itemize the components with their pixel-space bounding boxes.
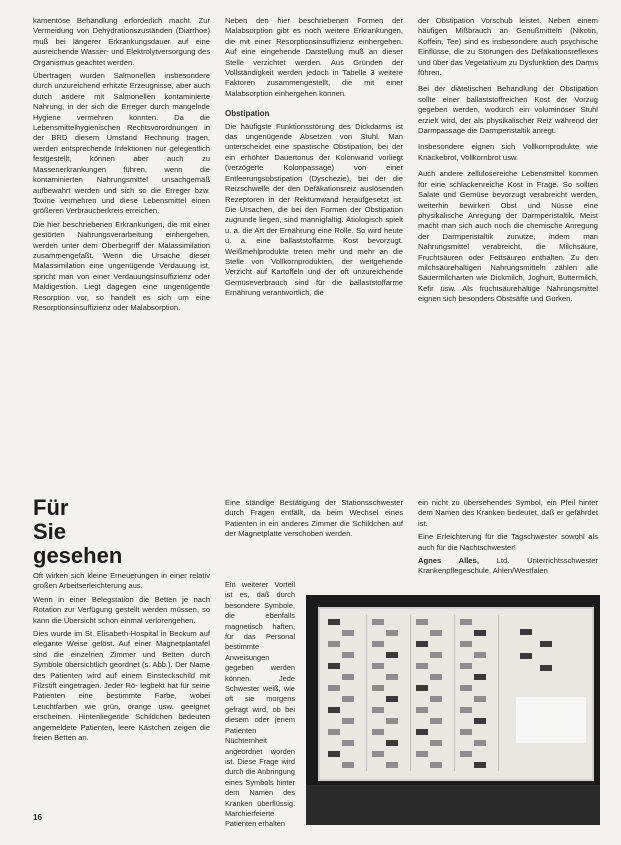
board-legend-tag [540,641,552,647]
board-tag [460,641,472,647]
board-tag [386,652,398,658]
board-tag [386,630,398,636]
board-tag [328,619,340,625]
body-paragraph: Die häufigste Funktionsstörung des Dickdarms ist das ungenügende Absetzen von Stuhl. Man unterscheidet eine spastische Obstipation, bei der ein erhöhter Dauertonus der Kolonwand vorliegt (verzögerte Kolonpassage) von einer Entleerungsobstipation (Dyschezie), bei der die Reizschwelle der den Defäkationsreiz auslösenden Rezeptoren in der Rektumwand heraufgesetzt ist. Die Ursachen, die bei den Formen der Obstipation zugrunde liegen, sind mannigfaltig. Ätiologisch spielt u. a. die Art der Ernährung eine Rolle. So wird heute u. a. eine ballaststoffarme Kost bevorzugt. Weißmehlprodukte treten mehr und mehr an die Stelle von Vollkornprodukten, der weitgehende Verzicht auf Kartoffeln und der oft unzureichende Gemüseverbrauch sind für die ballaststoffarme Ernährung verantwortlich, die [225,121,403,298]
board-tag [460,663,472,669]
board-tag [372,641,384,647]
lower-column-2-side [225,580,295,833]
board-tag [460,619,472,625]
board-tag [430,740,442,746]
board-tag [372,729,384,735]
board-tag [416,707,428,713]
board-tag [460,751,472,757]
board-tag [430,674,442,680]
board-tag [416,663,428,669]
body-paragraph: Neben den hier beschriebenen Formen der Malabsorption gibt es noch weitere Erkrankungen, die mit einer Resorptionsinsuffizienz einhergehen. Auf eine eingehende Darstellung muß an dieser Stelle verzichtet werden. Aus Gründen der Vollständigkeit werden jedoch in Tabelle 3 weitere Faktoren zusammengestellt, die mit einer Malabsorption einhergehen können. [225,16,403,98]
board-tag [474,762,486,768]
body-paragraph: Ein weiterer Vorteil ist es, daß durch besondere Symbole, die ebenfalls magnetisch haften, für das Personal bestimmte Anweisungen gegeben werden können. Jede Schwester weiß, wie oft sie morgens gefragt wird, ob bei diesem oder jenem Patienten Nüchternheit angeordnet worden ist. Diese Frage wird durch die Anbringung eines Symbols hinter dem Namen des Kranken überflüssig. Marchierfeierte Patienten erhalten [225,580,295,829]
headline-line: Sie [33,519,67,544]
lower-column-3 [418,498,598,580]
author-line: Agnes Alles, Ltd. Unterrichtsschwester Krankenpflegeschule, Ahlen/Westfalen [418,556,598,576]
board-tag [474,696,486,702]
board-tag [328,751,340,757]
magnet-plan-board [318,607,594,781]
board-tag [474,740,486,746]
board-tag [474,630,486,636]
page-number: 16 [33,813,42,822]
board-tag [328,641,340,647]
body-paragraph: Dies wurde im St. Elisabeth-Hospital in Beckum auf elegante Weise gelöst. Auf einer Magnetplantafel sind die einzelnen Zimmer und Betten durch Symbole übersichtlich geordnet (s. Abb.). Der Name des Patienten wird auf einem Einsteckschild mit Filzstift eingetragen. Jeder Rö- legbekt hat für seine Patienten eine bestimmte Farbe, wobei Leuchtfarben wie grün, orange usw. geeignet erscheinen. Hintenliegende Schildchen bedeuten angemeldete Patienten, leere Kästchen zeigen die freien Betten an. [33,629,210,743]
body-paragraph: Bei der diätetischen Behandlung der Obstipation sollte einer ballaststoffreichen Kost der Vorzug gegeben werden, wodurch ein voluminöser Stuhl erzielt wird, der als physikalischer Reiz während der Darmpassage die Darmperistaltik anregt. [418,84,598,136]
body-paragraph: Insbesondere eignen sich Vollkornprodukte wie Knäckebrot, Vollkornbrot usw. [418,142,598,162]
board-tag [386,762,398,768]
board-tag [342,696,354,702]
body-paragraph: Eine Erleichterung für die Tagschwester sowohl als auch für die Nachtschwester! [418,532,598,552]
body-paragraph: ein nicht zu übersehendes Symbol, ein Pfeil hinter dem Namen des Kranken bedeutet, daß er gefährdet ist. [418,498,598,528]
board-tag [386,718,398,724]
lower-column-2-top [225,498,403,543]
body-paragraph: kamentöse Behandlung erforderlich macht. Zur Vermeidung von Dehydrationszuständen (Diarrhoe) muß bei längerer Erkrankungsdauer auf eine ausreichende Wasser- und Elektrolytversorgung des Organismus geachtet werden. [33,16,210,67]
author-name: Agnes Alles, [418,556,479,566]
board-legend-tag [520,653,532,659]
upper-column-3 [418,16,598,308]
board-tag [328,729,340,735]
upper-column-1 [33,16,210,316]
body-paragraph: Wenn in einer Belegstation die Betten je nach Rotation zur Verfügung gestellt werden müssen, so kann die Übersicht schon einmal verlorengehen. [33,594,210,625]
board-tag [416,685,428,691]
board-tag [430,762,442,768]
article-headline [33,496,122,568]
board-shelf [306,785,600,825]
board-tag [372,751,384,757]
lower-column-1 [33,571,210,747]
board-tag [342,674,354,680]
board-divider [454,615,455,771]
board-divider [498,615,499,771]
board-tag [386,674,398,680]
body-paragraph: Auch andere zellulosereiche Lebensmittel kommen für eine schlackenreiche Kost in Frage. So sollten Salate und Gemüse bevorzugt verabreicht werden, weiterhin bewirken Obst und Nüsse eine physikalische Anregung der Darmperistaltik. Meist macht man sich auch noch die chemische Anregung der Darmperistaltik zunutze, indem man Nahrungsmittel verabreicht, die Milchsäure, Fruchtsäuren oder Fettsäuren enthalten. Zu den milchsäurehaltigen Nahrungsmitteln zählen alle Sauermilcharten wie Dickmilch, Joghurt, Buttermilch, Kefir usw. Als fruchtsäurehaltige Nahrungsmittel eignen sich besonders Obstsäfte und Gurken. [418,169,598,304]
board-legend-tag [520,629,532,635]
upper-column-2 [225,16,403,302]
board-legend-tag [540,665,552,671]
board-tag [342,740,354,746]
board-tag [474,718,486,724]
board-tag [416,751,428,757]
board-tag [372,685,384,691]
board-tag [342,652,354,658]
body-paragraph: der Obstipation Vorschub leistet. Neben einem häufigen Mißbrauch an Genußmitteln (Nikotin, Koffein, Tee) sind es insbesondere auch psychische Einflüsse, die zu Störungen des Defäkationsreflexes und über das Vegetativum zu Dysfunktion des Darms führen. [418,16,598,78]
body-paragraph: Übertragen wurden Salmonellen insbesondere durch unzureichend erhitzte Erzeugnisse, aber auch durch andere mit Salmonellen kontaminierte Nahrung, in der sich die Erreger durch mangelnde Hygiene vermehren konnten. Da die Lebensmittelhygienischen Rechtsvorordnungen in der BRD diesem Umstand Rechnung tragen, werden entsprechende Infektionen nur gelegentlich festgestellt, können aber auch zu Massenerkrankungen führen, wenn die kontaminierten Nahrungsmittel unsachgemäß aufbewahrt werden und sich so die Erreger bzw. Toxine vermehren und diese Lebensmittel einen größeren Verbraucherkreis erreichen. [33,71,210,216]
board-tag [430,630,442,636]
board-tag [386,696,398,702]
board-tag [372,663,384,669]
board-divider [366,615,367,771]
board-tag [342,762,354,768]
board-tag [372,707,384,713]
board-tag [430,718,442,724]
headline-line: gesehen [33,543,123,568]
board-tag [342,630,354,636]
board-tag [328,685,340,691]
board-tag [386,740,398,746]
board-divider [410,615,411,771]
board-tag [342,718,354,724]
board-tag [460,707,472,713]
board-tag [474,652,486,658]
body-paragraph: Oft wirken sich kleine Erneuerungen in einer relativ großen Arbeitserleichterung aus. [33,571,210,591]
section-heading: Obstipation [225,109,270,119]
board-tag [372,619,384,625]
board-legend-panel [516,697,586,743]
board-tag [416,641,428,647]
board-tag [416,619,428,625]
board-tag [460,729,472,735]
board-tag [460,685,472,691]
magnet-board-photo [306,595,600,825]
board-tag [430,696,442,702]
board-tag [474,674,486,680]
body-paragraph: Die hier beschriebenen Erkrankungen, die mit einer gestörten Nahrungsverarbeitung einhergehen, werden unter dem Oberbegriff der Malassimilation zusammengefaßt. Wenn die Ursache dieser Malassimilation eine ungenügende Verdauung ist, spricht man von einer Verdauungsinsuffizienz oder Maldigestion. Liegt dagegen eine ungenügende Resorption vor, so handelt es sich um eine Resorptionsinsuffizienz oder Malabsorption. [33,219,210,312]
board-tag [328,663,340,669]
board-tag [416,729,428,735]
board-tag [328,707,340,713]
body-paragraph: Eine ständige Bestätigung der Stationsschwester durch Fragen entfällt, da beim Wechsel eines Patienten in ein anderes Zimmer die Schildchen auf der Magnetplatte verschoben werden. [225,498,403,539]
headline-line: Für [33,495,69,520]
board-tag [430,652,442,658]
